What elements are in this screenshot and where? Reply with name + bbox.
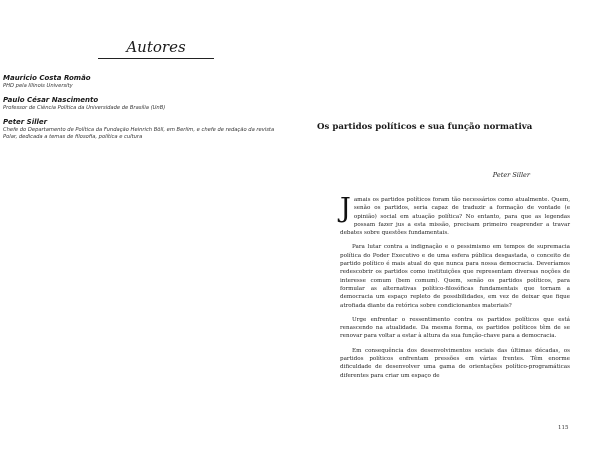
paragraph: Urge enfrentar o ressentimento contra os partidos políticos que está renascendo na atualidade. Da mesma forma, os partidos políticos têm de se renovar para voltar a estar à altura da sua função-chave para a democracia. bbox=[340, 316, 570, 340]
author-entry bbox=[3, 118, 288, 141]
paragraph: Em consequência dos desenvolvimentos sociais das últimas décadas, os partidos políticos enfrentam pressões em várias frentes. Têm enorme dificuldade de desenvolver uma gama de orientações político-programáticas diferentes para criar um espaço de bbox=[340, 347, 570, 379]
author-name: Paulo César Nascimento bbox=[3, 96, 99, 104]
authors-heading: Autores bbox=[126, 38, 186, 56]
author-entry bbox=[3, 96, 288, 112]
author-name: Peter Siller bbox=[3, 118, 48, 126]
author-description: Professor de Ciência Política da Universidade de Brasília (UnB) bbox=[3, 105, 166, 111]
author-entry bbox=[3, 74, 288, 90]
author-name: Mauricio Costa Romão bbox=[3, 74, 91, 82]
article-body bbox=[340, 193, 570, 386]
heading-rule bbox=[98, 58, 214, 59]
article-title: Os partidos políticos e sua função normativa bbox=[317, 122, 533, 132]
author-description: Chefe do Departamento de Política da Fundação Heinrich Böll, em Berlim, e chefe de redação da revista Polar, dedicada a temas de filosofia, política e cultura bbox=[3, 127, 275, 140]
page-number: 115 bbox=[558, 425, 569, 431]
paragraph: Para lutar contra a indignação e o pessimismo em tempos de supremacia política do Poder Executivo e de uma esfera pública desgastada, o conceito de partido político é mais atual do que nunca para nossa democracia. Deveríamos redescobrir os partidos como instituições que representam diversas noções de interesse comum (bem comum). Quem, senão os partidos políticos, para formular as alternativas político-filosóficas fundamentais que tornam a democracia um espaço repleto de possibilidades, em vez de deixar que fique atrofiada diante da retórica sobre condicionantes materiais? bbox=[340, 244, 570, 309]
article-author: Peter Siller bbox=[492, 171, 530, 179]
right-page bbox=[300, 0, 600, 453]
drop-cap: J bbox=[340, 193, 351, 224]
author-description: PHD pela Illinois University bbox=[3, 83, 73, 89]
paragraph: Jamais os partidos políticos foram tão necessários como atualmente. Quem, senão os partidos, seria capaz de traduzir a formação de vontade (e opinião) social em atuação política? No entanto, para que as legendas possam fazer jus a esta missão, precisam primeiro reaprender a travar debates sobre questões fundamentais. bbox=[340, 193, 570, 237]
